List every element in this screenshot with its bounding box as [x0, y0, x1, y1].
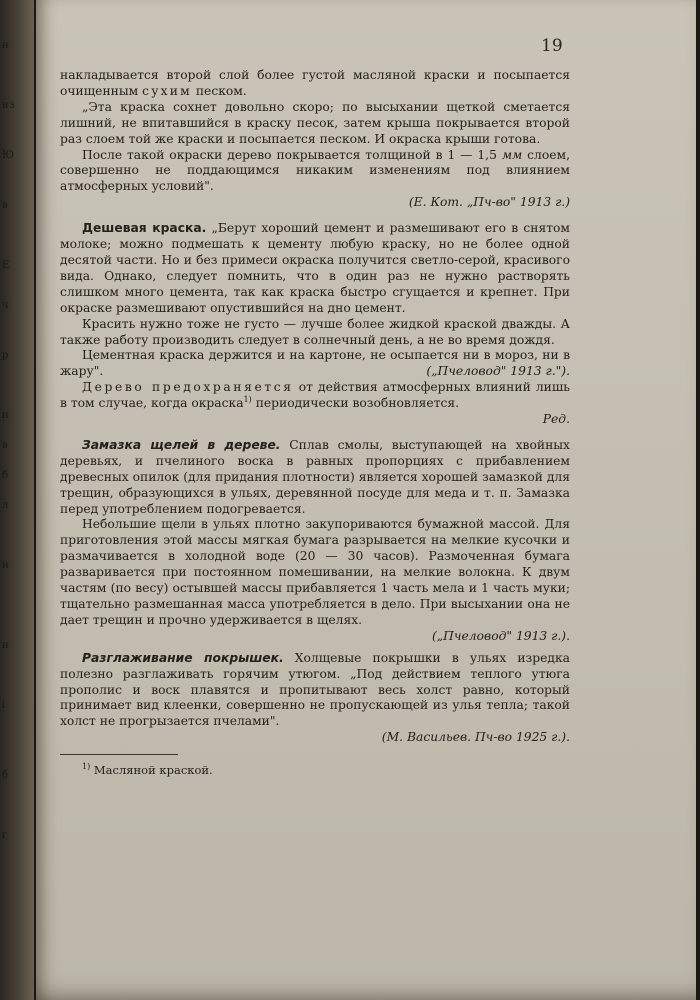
margin-fragment: в	[2, 440, 9, 451]
source-attribution: (Е. Кот. „Пч-во" 1913 г.)	[408, 195, 570, 210]
paragraph: Дерево предохраняется от действия атмосферных влияний лишь в том случае, когда окраска$^{1)}$ периодически возобновляется.	[60, 380, 570, 411]
paragraph: Дешевая краска. „Берут хороший цемент и размешивают его в снятом молоке; можно подмешать к цементу любую краску, но не более одной десятой части. Но и без примеси окраска получится светло-серой, красивого вида. Однако, следует помнить, что в один раз не нужно растворять слишком много цемента, так как краска быстро сгущается и крепнет. При окраске размешивают опустившийся на дно цемент.	[60, 221, 570, 315]
adjacent-page-edge	[0, 0, 34, 1000]
margin-fragment: п	[2, 410, 10, 421]
footnote-divider	[60, 754, 178, 755]
footnote-ref: 1)	[243, 395, 252, 405]
paragraph: Разглаживание покрышек. Холщевые покрышки в ульях изредка полезно разглаживать горячим утюгом. „Под действием теплого утюга прополис и воск плавятся и пропитывают весь холст равно, который принимает вид клеенки, совершенно не пропускающей из улья тепла; такой холст не прогрызается пчелами".	[60, 650, 570, 729]
margin-fragment: в	[2, 200, 9, 211]
margin-fragment: и	[2, 560, 10, 571]
page-body	[60, 68, 570, 779]
footnote: $^{1)}$ Масляной краской.	[82, 762, 213, 778]
paragraph: Небольшие щели в ульях плотно закупориваются бумажной массой. Для приготовления этой массы мягкая бумага разрывается на мелкие кусочки и размачивается в холодной воде (20 — 30 часов). Размоченная бумага разваривается при постоянном помешивании, на мелкие волокна. К двум частям (по весу) остывшей массы прибавляется 1 часть мела и 1 часть муки; тщательно размешанная масса употребляется в дело. При высыхании она не дает трещин и прочно удерживается в щелях.	[60, 517, 570, 627]
margin-fragment: из	[2, 100, 16, 111]
paragraph: накладывается второй слой более густой масляной краски и посыпается очищенным сухим песком.	[60, 68, 570, 98]
margin-fragment: л	[2, 500, 9, 511]
paragraph: „Эта краска сохнет довольно скоро; по высыхании щеткой сметается лишний, не впитавшийся в краску песок, затем крыша покрывается второй раз слоем той же краски и посыпается песком. И окраска крыши готова.	[60, 99, 570, 146]
margin-fragment: н	[2, 40, 10, 51]
paragraph: После такой окраски дерево покрывается толщиной в 1 — 1,5 мм слоем, совершенно не поддающимся никаким изменениям под влиянием атмосферных условий".	[60, 147, 570, 194]
margin-fragment: н	[2, 640, 10, 651]
page-number: 19	[541, 36, 563, 56]
source-attribution: (М. Васильев. Пч-во 1925 г.).	[381, 730, 570, 745]
source-attribution: („Пчеловод" 1913 г.).	[431, 628, 570, 643]
margin-fragment: і	[2, 700, 6, 711]
source-attribution: („Пчеловод" 1913 г.").	[426, 364, 570, 379]
margin-fragment: б	[2, 770, 9, 781]
margin-fragment: Е	[2, 260, 10, 271]
source-attribution: Ред.	[542, 412, 570, 427]
section-heading: Дешевая краска.	[82, 221, 207, 236]
margin-fragment: б	[2, 470, 9, 481]
paragraph: Красить нужно тоже не густо — лучше более жидкой краской дважды. А также работу производить следует в солнечный день, а не во время дождя.	[60, 316, 570, 347]
paragraph: Цементная краска держится и на картоне, не осыпается ни в мороз, ни в жару". („Пчеловод" 1913 г.").	[60, 348, 570, 379]
margin-fragment: Ю	[2, 150, 15, 161]
margin-fragment: ч	[2, 300, 10, 311]
section-heading: Разглаживание покрышек.	[82, 650, 284, 665]
book-page	[36, 0, 696, 1000]
paragraph: Замазка щелей в дереве. Сплав смолы, выступающей на хвойных деревьях, и пчелиного воска в равных пропорциях с прибавлением древесных опилок (для придания плотности) является хорошей замазкой для трещин, образующихся в ульях, деревянной посуде для меда и т. п. Замазка перед употреблением подогревается.	[60, 437, 571, 516]
margin-fragment: р	[2, 350, 9, 361]
section-heading: Замазка щелей в дереве.	[82, 437, 281, 452]
margin-fragment: г	[2, 830, 8, 841]
